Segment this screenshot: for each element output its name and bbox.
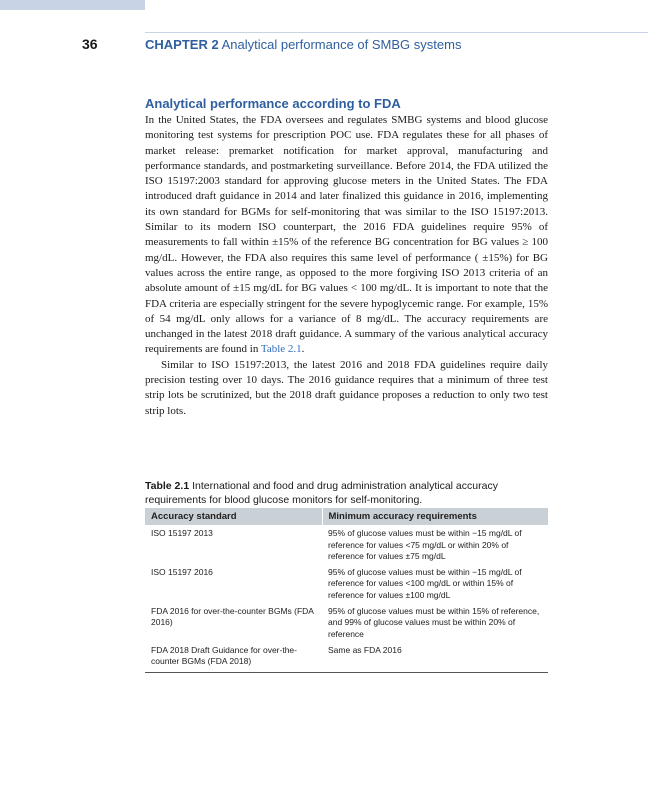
requirement-cell: Same as FDA 2016 xyxy=(322,642,548,672)
paragraph-1-text: In the United States, the FDA oversees and regulates SMBG systems and blood glucose monitoring test systems for prescription POC use. FDA regulates these for all phases of market release: premarket notification for market approval, manufacturing and performance standards, and postmarketing surveillance. Before 2014, the FDA utilized the ISO 15197:2003 standard for approving glucose meters in the United States. The FDA introduced draft guidance in 2014 and later finalized this guidance in 2016, implementing its own standard for BGMs for self-monitoring that was similar to the ISO 15197:2013. Similar to its modern ISO counterpart, the 2016 FDA guidelines require 95% of measurements to fall within ±15% of the reference BG concentration for BG values ≥ 100 mg/dL. However, the FDA also requires this same level of performance ( ±15%) for BG values across the entire range, as opposed to the more forgiving ISO 2013 criteria of an absolute amount of ±15 mg/dL for BG values < 100 mg/dL. It is important to note that the FDA criteria are especially stringent for the severe hypoglycemic range. For example, 15% of 54 mg/dL only allows for a variance of 8 mg/dL. The accuracy requirements are unchanged in the latest 2018 draft guidance. A summary of the various analytical accuracy requirements are found in xyxy=(145,114,548,356)
standard-cell: FDA 2016 for over-the-counter BGMs (FDA 2016) xyxy=(151,606,314,628)
table-label: Table 2.1 xyxy=(145,480,190,492)
requirement-cell: 95% of glucose values must be within 15% of reference, and 99% of glucose values must be within 20% of reference xyxy=(328,606,540,639)
paragraph-1 xyxy=(145,113,548,358)
standard-cell: ISO 15197 2016 xyxy=(151,567,213,578)
paragraph-2: Similar to ISO 15197:2013, the latest 2016 and 2018 FDA guidelines require daily precision testing over 10 days. The 2016 guidance requires that a minimum of three test strip lots be scrutinized, but the 2018 draft guidance proposes a reduction to only two test strip lots. xyxy=(145,358,548,417)
header-rule xyxy=(145,32,648,33)
table-row xyxy=(145,564,548,603)
body-text xyxy=(145,113,548,419)
paragraph-1-end: . xyxy=(301,343,305,356)
standard-cell: FDA 2018 Draft Guidance for over-the-counter BGMs (FDA 2018) xyxy=(145,642,322,672)
running-head xyxy=(145,37,461,52)
header-accuracy-standard: Accuracy standard xyxy=(145,508,322,525)
standard-cell: ISO 15197 2013 xyxy=(151,528,213,539)
section-title: Analytical performance according to FDA xyxy=(145,96,401,111)
chapter-label: CHAPTER 2 xyxy=(145,37,219,52)
table-row xyxy=(145,525,548,564)
table-row xyxy=(145,642,548,672)
accuracy-table xyxy=(145,508,548,673)
requirement-cell: 95% of glucose values must be within −15 mg/dL of reference for values <100 mg/dL or within 15% of reference for values ±100 mg/dL xyxy=(328,567,522,600)
table-row xyxy=(145,603,548,642)
header-accent-bar xyxy=(0,0,145,10)
chapter-title: Analytical performance of SMBG systems xyxy=(221,37,462,52)
table-header-row xyxy=(145,508,548,525)
header-minimum-requirements: Minimum accuracy requirements xyxy=(322,508,548,525)
table-caption xyxy=(145,479,548,507)
page-number: 36 xyxy=(82,36,98,52)
table-reference-link[interactable]: Table 2.1 xyxy=(260,343,302,356)
requirement-cell: 95% of glucose values must be within −15 mg/dL of reference for values <75 mg/dL or within 20% of reference for values ±75 mg/dL xyxy=(328,528,522,561)
table-caption-text: International and food and drug administration analytical accuracy requirements for blood glucose monitors for self-monitoring. xyxy=(145,480,498,506)
